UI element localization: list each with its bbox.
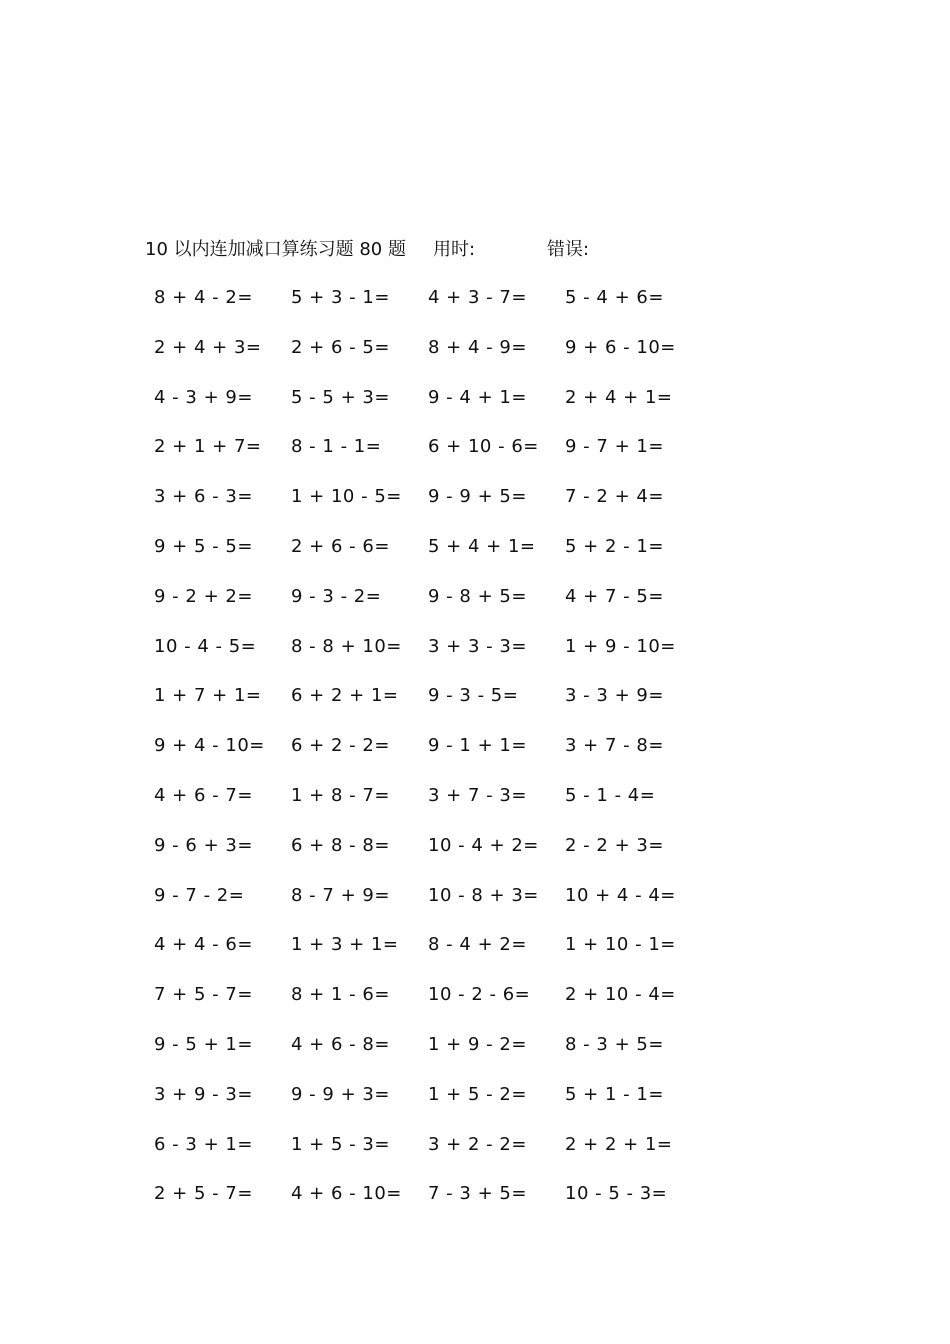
arithmetic-problem: 3 - 3 + 9=	[565, 685, 664, 707]
arithmetic-problem: 6 + 2 - 2=	[291, 735, 390, 757]
arithmetic-problem: 1 + 5 - 2=	[428, 1083, 527, 1105]
arithmetic-problem: 2 + 2 + 1=	[565, 1133, 673, 1155]
arithmetic-problem: 5 - 4 + 6=	[565, 287, 664, 308]
arithmetic-problem: 1 + 3 + 1=	[291, 934, 399, 956]
arithmetic-problem: 7 - 2 + 4=	[565, 486, 664, 508]
arithmetic-problem: 1 + 7 + 1=	[154, 685, 262, 707]
arithmetic-problem: 4 + 4 - 6=	[154, 934, 253, 956]
arithmetic-problem: 9 + 6 - 10=	[565, 336, 676, 358]
arithmetic-problem: 9 - 9 + 3=	[291, 1083, 390, 1105]
arithmetic-problem: 9 - 4 + 1=	[428, 386, 527, 408]
arithmetic-problem: 10 - 8 + 3=	[428, 884, 539, 906]
arithmetic-problem: 2 + 1 + 7=	[154, 436, 262, 458]
arithmetic-problem: 3 + 3 - 3=	[428, 635, 527, 657]
arithmetic-problem: 9 - 3 - 5=	[428, 685, 519, 707]
arithmetic-problem: 1 + 9 - 10=	[565, 635, 676, 657]
arithmetic-problem: 3 + 7 - 8=	[565, 735, 664, 757]
arithmetic-problem: 2 + 5 - 7=	[154, 1183, 253, 1205]
arithmetic-problem: 7 + 5 - 7=	[154, 984, 253, 1006]
arithmetic-problem: 10 - 4 - 5=	[154, 635, 257, 657]
arithmetic-problem: 8 + 4 - 9=	[428, 336, 527, 358]
arithmetic-problem: 8 + 4 - 2=	[154, 287, 253, 308]
arithmetic-problem: 8 - 4 + 2=	[428, 934, 527, 956]
arithmetic-problem: 2 - 2 + 3=	[565, 834, 664, 856]
arithmetic-problem: 4 - 3 + 9=	[154, 386, 253, 408]
arithmetic-problem: 2 + 6 - 6=	[291, 535, 390, 557]
arithmetic-problem: 7 - 3 + 5=	[428, 1183, 527, 1205]
problem-grid	[140, 284, 700, 1230]
arithmetic-problem: 5 - 5 + 3=	[291, 386, 390, 408]
arithmetic-problem: 8 - 1 - 1=	[291, 436, 382, 458]
arithmetic-problem: 3 + 6 - 3=	[154, 486, 253, 508]
arithmetic-problem: 10 - 5 - 3=	[565, 1183, 668, 1205]
arithmetic-problem: 1 + 10 - 1=	[565, 934, 676, 956]
arithmetic-problem: 6 + 10 - 6=	[428, 436, 539, 458]
arithmetic-problem: 9 - 6 + 3=	[154, 834, 253, 856]
arithmetic-problem: 9 - 2 + 2=	[154, 585, 253, 607]
arithmetic-problem: 9 + 4 - 10=	[154, 735, 265, 757]
arithmetic-problem: 2 + 10 - 4=	[565, 984, 676, 1006]
arithmetic-problem: 9 - 3 - 2=	[291, 585, 382, 607]
arithmetic-problem: 1 + 5 - 3=	[291, 1133, 390, 1155]
arithmetic-problem: 10 + 4 - 4=	[565, 884, 676, 906]
arithmetic-problem: 5 + 2 - 1=	[565, 535, 664, 557]
arithmetic-problem: 5 + 4 + 1=	[428, 535, 536, 557]
arithmetic-problem: 9 - 7 - 2=	[154, 884, 245, 906]
arithmetic-problem: 8 + 1 - 6=	[291, 984, 390, 1006]
arithmetic-problem: 9 - 1 + 1=	[428, 735, 527, 757]
arithmetic-problem: 6 + 2 + 1=	[291, 685, 399, 707]
arithmetic-problem: 10 - 2 - 6=	[428, 984, 531, 1006]
arithmetic-problem: 6 + 8 - 8=	[291, 834, 390, 856]
arithmetic-problem: 9 - 5 + 1=	[154, 1033, 253, 1055]
arithmetic-problem: 1 + 10 - 5=	[291, 486, 402, 508]
arithmetic-problem: 4 + 6 - 10=	[291, 1183, 402, 1205]
arithmetic-problem: 3 + 9 - 3=	[154, 1083, 253, 1105]
arithmetic-problem: 6 - 3 + 1=	[154, 1133, 253, 1155]
arithmetic-problem: 5 + 3 - 1=	[291, 287, 390, 308]
arithmetic-problem: 2 + 4 + 1=	[565, 386, 673, 408]
arithmetic-problem: 9 - 7 + 1=	[565, 436, 664, 458]
arithmetic-problem: 10 - 4 + 2=	[428, 834, 539, 856]
arithmetic-problem: 4 + 6 - 7=	[154, 784, 253, 806]
arithmetic-problem: 1 + 8 - 7=	[291, 784, 390, 806]
arithmetic-problem: 3 + 7 - 3=	[428, 784, 527, 806]
arithmetic-problem: 9 - 8 + 5=	[428, 585, 527, 607]
arithmetic-problem: 9 + 5 - 5=	[154, 535, 253, 557]
arithmetic-problem: 3 + 2 - 2=	[428, 1133, 527, 1155]
arithmetic-problem: 5 + 1 - 1=	[565, 1083, 664, 1105]
arithmetic-problem: 4 + 6 - 8=	[291, 1033, 390, 1055]
arithmetic-problem: 5 - 1 - 4=	[565, 784, 656, 806]
time-used-label: 用时:	[433, 239, 476, 260]
arithmetic-problem: 8 - 8 + 10=	[291, 635, 402, 657]
arithmetic-problem: 8 - 3 + 5=	[565, 1033, 664, 1055]
arithmetic-problem: 1 + 9 - 2=	[428, 1033, 527, 1055]
arithmetic-problem: 9 - 9 + 5=	[428, 486, 527, 508]
worksheet-title: 10 以内连加减口算练习题 80 题	[145, 239, 406, 260]
arithmetic-problem: 2 + 4 + 3=	[154, 336, 262, 358]
arithmetic-problem: 4 + 3 - 7=	[428, 287, 527, 308]
arithmetic-problem: 4 + 7 - 5=	[565, 585, 664, 607]
arithmetic-problem: 8 - 7 + 9=	[291, 884, 390, 906]
errors-label: 错误:	[547, 239, 590, 260]
arithmetic-problem: 2 + 6 - 5=	[291, 336, 390, 358]
